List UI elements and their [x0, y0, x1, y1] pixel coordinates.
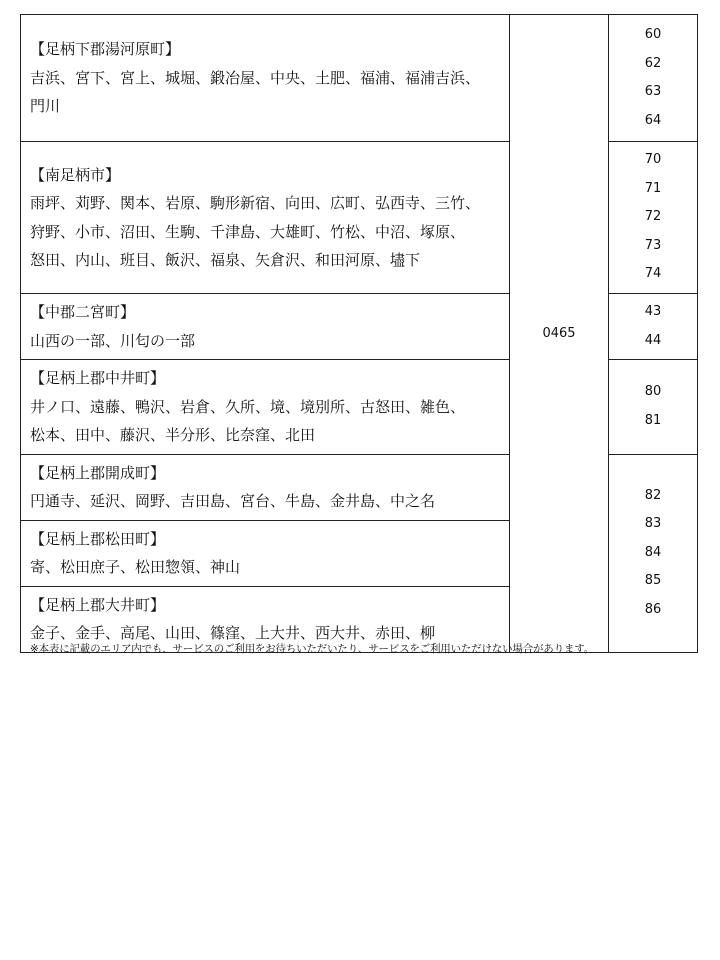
exchange-number: 71 — [644, 180, 662, 196]
exchange-number: 83 — [644, 516, 662, 532]
area-cell-ninomiya — [21, 294, 510, 360]
exchange-number: 70 — [644, 152, 662, 168]
area-line: 山西の一部、川匂の一部 — [30, 331, 196, 350]
area-code: 0465 — [542, 325, 576, 341]
number-cell — [609, 15, 698, 142]
exchange-number: 60 — [644, 27, 662, 42]
number-cell — [609, 360, 698, 455]
area-line: 吉浜、宮下、宮上、城堀、鍛冶屋、中央、土肥、福浦、福浦吉浜、 — [30, 68, 481, 87]
area-title: 【中郡二宮町】 — [30, 303, 136, 321]
exchange-number: 62 — [644, 55, 662, 71]
area-cell-minamiashigara — [21, 142, 510, 294]
exchange-number: 73 — [644, 237, 662, 253]
area-line: 狩野、小市、沼田、生駒、千津島、大雄町、竹松、中沼、塚原、 — [30, 222, 466, 241]
area-line: 寄、松田庶子、松田惣領、神山 — [30, 558, 241, 576]
area-cell-kaisei — [21, 454, 510, 520]
exchange-number: 44 — [644, 332, 662, 348]
area-cell-yugawara — [21, 15, 510, 142]
area-title: 【足柄上郡大井町】 — [30, 595, 166, 614]
area-line: 松本、田中、藤沢、半分形、比奈窪、北田 — [30, 426, 316, 444]
exchange-number: 74 — [644, 266, 662, 282]
footnote: ※本表に記載のエリア内でも、サービスのご利用をお待ちいただいたり、サービスをご利用いただけない場合があります。 — [30, 643, 594, 655]
area-code-table-container — [20, 14, 697, 653]
exchange-number: 81 — [644, 412, 662, 428]
table-row — [21, 15, 698, 142]
exchange-number: 64 — [644, 112, 662, 128]
area-cell-nakai — [21, 360, 510, 455]
area-line: 円通寺、延沢、岡野、吉田島、宮台、牛島、金井島、中之名 — [30, 492, 436, 510]
exchange-number: 43 — [644, 304, 662, 319]
exchange-number: 86 — [644, 601, 662, 617]
area-line: 門川 — [30, 97, 61, 116]
exchange-number: 85 — [644, 573, 662, 589]
area-title: 【足柄下郡湯河原町】 — [30, 40, 181, 59]
number-cell — [609, 142, 698, 294]
area-code-table — [20, 14, 698, 653]
area-title: 【南足柄市】 — [30, 165, 121, 184]
area-code-cell — [510, 15, 609, 653]
area-title: 【足柄上郡開成町】 — [30, 463, 166, 482]
exchange-number: 84 — [644, 544, 662, 560]
area-line: 怒田、内山、班目、飯沢、福泉、矢倉沢、和田河原、壗下 — [30, 251, 421, 269]
area-line: 金子、金手、高尾、山田、篠窪、上大井、西大井、赤田、柳 — [30, 624, 436, 642]
exchange-number: 63 — [644, 84, 662, 99]
shared-number-cell — [609, 454, 698, 652]
area-title: 【足柄上郡中井町】 — [30, 369, 166, 387]
area-cell-matsuda — [21, 520, 510, 586]
area-title: 【足柄上郡松田町】 — [30, 529, 166, 548]
exchange-number: 72 — [644, 209, 662, 225]
number-cell — [609, 294, 698, 360]
area-line: 雨坪、苅野、関本、岩原、駒形新宿、向田、広町、弘西寺、三竹、 — [30, 194, 481, 212]
area-line: 井ノ口、遠藤、鴨沢、岩倉、久所、境、境別所、古怒田、雑色、 — [30, 397, 466, 416]
exchange-number: 82 — [644, 487, 662, 503]
exchange-number: 80 — [644, 384, 662, 400]
